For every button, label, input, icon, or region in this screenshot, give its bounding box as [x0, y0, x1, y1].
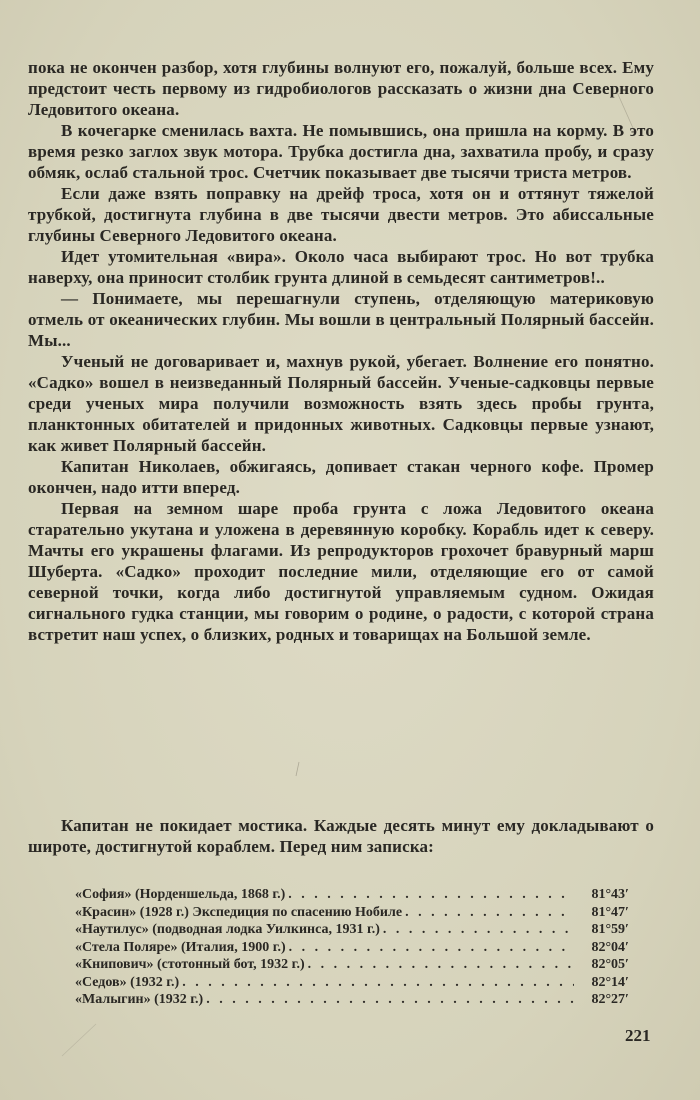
captain-text: [28, 815, 654, 857]
paragraph: Если даже взять поправку на дрейф троса, хотя он и оттянут тяжелой трубкой, достигнута глубина в две тысячи двести метров. Это абиссальные глубины Северного Ледовитого океана.: [28, 184, 654, 245]
record-row: [75, 939, 629, 957]
dot-leader: [405, 904, 574, 922]
paragraph: В кочегарке сменилась вахта. Не помывшись, она пришла на корму. В это время резко заглох звук мотора. Трубка достигла дна, захватила пробу, и сразу обмяк, ослаб стальной трос. Счетчик показывает две тысячи триста метров.: [28, 121, 654, 182]
dot-leader: [288, 886, 574, 904]
ship-name: «Книпович» (стотонный бот, 1932 г.): [75, 957, 305, 972]
paragraph: Ученый не договаривает и, махнув рукой, убегает. Волнение его понятно. «Садко» вошел в неизведанный Полярный бассейн. Ученые-садковцы первые среди ученых мира получили возможность взять здесь пробы грунта, планктонных обитателей и придонных животных. Садковцы первые узнают, как живет Полярный бассейн.: [28, 352, 654, 455]
dot-leader: [206, 991, 574, 1009]
ship-name: «Стела Поляре» (Италия, 1900 г.): [75, 939, 286, 955]
record-row: [75, 904, 629, 922]
record-row: [75, 921, 629, 939]
latitude-value: 82°14′: [591, 974, 629, 990]
record-row: [75, 974, 629, 992]
page-number: 221: [625, 1026, 651, 1045]
paragraph: Первая на земном шаре проба грунта с ложа Ледовитого океана старательно укутана и уложена в деревянную коробку. Корабль идет к северу. Мачты его украшены флагами. Из репродукторов грохочет бравурный марш Шуберта. «Садко» проходит последние мили, отделяющие его от самой северной точки, когда либо достигнутой управляемым судном. Ожидая сигнального гудка станции, мы говорим о родине, о радости, с которой страна встретит наш успех, о близких, родных и товарищах на Большой земле.: [28, 499, 654, 644]
ship-name: «Седов» (1932 г.): [75, 974, 180, 990]
ship-name: «Красин» (1928 г.) Экспедиция по спасению Нобиле: [75, 904, 403, 920]
latitude-value: 81°47′: [591, 904, 629, 920]
paragraph: Капитан не покидает мостика. Каждые десять минут ему докладывают о широте, достигнутой кораблем. Перед ним записка:: [28, 816, 654, 856]
record-row: [75, 991, 629, 1009]
paragraph: — Понимаете, мы перешагнули ступень, отделяющую материковую отмель от океанических глубин. Мы вошли в центральный Полярный бассейн. Мы...: [28, 289, 654, 350]
main-text: [28, 57, 654, 645]
paper-scratch-mark: [293, 760, 303, 780]
ship-name: «София» (Норденшельда, 1868 г.): [75, 887, 286, 902]
dot-leader: [182, 974, 574, 992]
latitude-value: 82°05′: [591, 957, 629, 972]
latitude-value: 82°27′: [591, 992, 629, 1007]
latitude-value: 81°43′: [591, 887, 629, 902]
ship-name: «Малыгин» (1932 г.): [75, 992, 204, 1007]
record-row: [75, 956, 629, 974]
record-row: [75, 886, 629, 904]
latitude-value: 82°04′: [591, 939, 629, 955]
dot-leader: [308, 956, 574, 974]
ship-name: «Наутилус» (подводная лодка Уилкинса, 1931 г.): [75, 922, 380, 937]
paragraph: пока не окончен разбор, хотя глубины волнуют его, пожалуй, больше всех. Ему предстоит честь первому из гидробиологов рассказать о жизни дна Северного Ледовитого океана.: [28, 58, 654, 119]
latitude-value: 81°59′: [591, 922, 629, 937]
paper-scratch-mark: [60, 1020, 100, 1060]
dot-leader: [289, 939, 574, 957]
paragraph: Капитан Николаев, обжигаясь, допивает стакан черного кофе. Промер окончен, надо итти вперед.: [28, 457, 654, 497]
paragraph: Идет утомительная «вира». Около часа выбирают трос. Но вот трубка наверху, она приносит столбик грунта длиной в семьдесят сантиметров!..: [28, 247, 654, 287]
latitude-record-list: [75, 886, 629, 1009]
dot-leader: [383, 921, 574, 939]
